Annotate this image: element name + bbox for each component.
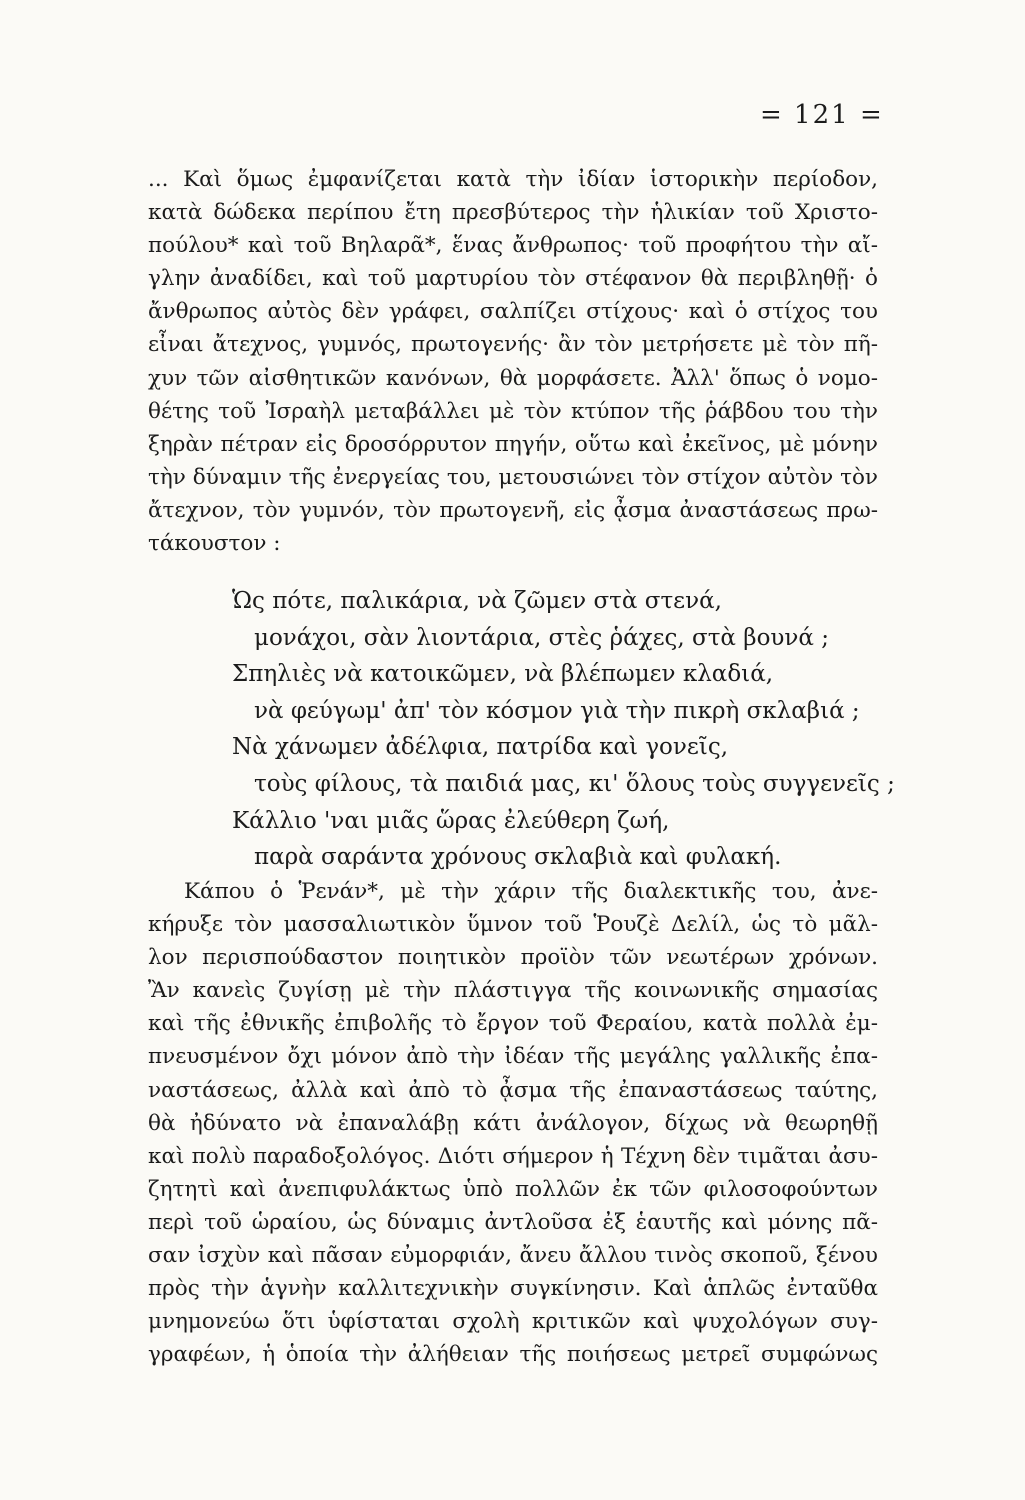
text-line: ζητητὶ καὶ ἀνεπιφυλάκτως ὑπὸ πολλῶν ἐκ τῶν φιλοσοφούντων: [148, 1176, 878, 1202]
poem-verse: νὰ φεύγωμ' ἀπ' τὸν κόσμον γιὰ τὴν πικρὴ σκλαβιά ;: [254, 697, 860, 724]
text-line: περὶ τοῦ ὡραίου, ὡς δύναμις ἀντλοῦσα ἐξ ἑαυτῆς καὶ μόνης πᾶ-: [148, 1209, 878, 1235]
poem-block: [232, 583, 895, 876]
text-line: θὰ ἠδύνατο νὰ ἐπαναλάβῃ κάτι ἀνάλογον, δίχως νὰ θεωρηθῇ: [148, 1110, 878, 1136]
text-line: λον περισπούδαστον ποιητικὸν προϊὸν τῶν νεωτέρων χρόνων.: [148, 945, 878, 971]
text-line: ξηρὰν πέτραν εἰς δροσόρρυτον πηγήν, οὕτω καὶ ἐκεῖνος, μὲ μόνην: [148, 431, 878, 457]
text-line: κήρυξε τὸν μασσαλιωτικὸν ὕμνον τοῦ Ῥουζὲ Δελίλ, ὡς τὸ μᾶλ-: [148, 912, 878, 938]
text-line: σαν ἰσχὺν καὶ πᾶσαν εὐμορφιάν, ἄνευ ἄλλου τινὸς σκοποῦ, ξένου: [148, 1243, 878, 1269]
text-line: πούλου* καὶ τοῦ Βηλαρᾶ*, ἕνας ἄνθρωπος· τοῦ προφήτου τὴν αἴ-: [148, 233, 878, 259]
paragraph-intro: [148, 163, 878, 560]
paragraph-commentary: [148, 875, 878, 1371]
text-line: τὴν δύναμιν τῆς ἐνεργείας του, μετουσιώνει τὸν στίχον αὐτὸν τὸν: [148, 464, 878, 490]
text-line: Ἂν κανεὶς ζυγίσῃ μὲ τὴν πλάστιγγα τῆς κοινωνικῆς σημασίας: [148, 978, 878, 1004]
text-line: ἄνθρωπος αὐτὸς δὲν γράφει, σαλπίζει στίχους· καὶ ὁ στίχος του: [148, 299, 878, 325]
text-line: ἄτεχνον, τὸν γυμνόν, τὸν πρωτογενῆ, εἰς ᾆσμα ἀναστάσεως πρω-: [148, 497, 878, 523]
text-line: γλην ἀναδίδει, καὶ τοῦ μαρτυρίου τὸν στέφανον θὰ περιβληθῇ· ὁ: [148, 266, 878, 292]
text-line: καὶ πολὺ παραδοξολόγος. Διότι σήμερον ἡ Τέχνη δὲν τιμᾶται ἀσυ-: [148, 1143, 878, 1169]
text-line: ναστάσεως, ἀλλὰ καὶ ἀπὸ τὸ ᾆσμα τῆς ἐπαναστάσεως ταύτης,: [148, 1077, 878, 1103]
text-line: καὶ τῆς ἐθνικῆς ἐπιβολῆς τὸ ἔργον τοῦ Φεραίου, κατὰ πολλὰ ἐμ-: [148, 1011, 878, 1037]
text-line: τάκουστον :: [148, 531, 281, 557]
poem-verse: Ὡς πότε, παλικάρια, νὰ ζῶμεν στὰ στενά,: [232, 588, 722, 614]
poem-verse: μονάχοι, σὰν λιοντάρια, στὲς ῥάχες, στὰ βουνά ;: [254, 624, 829, 651]
text-line: εἶναι ἄτεχνος, γυμνός, πρωτογενής· ἂν τὸν μετρήσετε μὲ τὸν πῆ-: [148, 332, 878, 358]
text-line: πρὸς τὴν ἁγνὴν καλλιτεχνικὴν συγκίνησιν. Καὶ ἁπλῶς ἐνταῦθα: [148, 1276, 878, 1302]
text-line: γραφέων, ἡ ὁποία τὴν ἀλήθειαν τῆς ποιήσεως μετρεῖ συμφώνως: [148, 1342, 878, 1368]
text-line: μνημονεύω ὅτι ὑφίσταται σχολὴ κριτικῶν καὶ ψυχολόγων συγ-: [148, 1309, 878, 1335]
text-line: κατὰ δώδεκα περίπου ἔτη πρεσβύτερος τὴν ἡλικίαν τοῦ Χριστο-: [148, 200, 878, 226]
poem-verse: τοὺς φίλους, τὰ παιδιά μας, κι' ὅλους τοὺς συγγενεῖς ;: [254, 770, 895, 797]
poem-verse: Νὰ χάνωμεν ἀδέλφια, πατρίδα καὶ γονεῖς,: [232, 734, 729, 761]
text-line: Κάπου ὁ Ῥενάν*, μὲ τὴν χάριν τῆς διαλεκτικῆς του, ἀνε-: [184, 879, 878, 904]
text-line: ... Καὶ ὅμως ἐμφανίζεται κατὰ τὴν ἰδίαν ἱστορικὴν περίοδον,: [148, 167, 878, 192]
text-line: χυν τῶν αἰσθητικῶν κανόνων, θὰ μορφάσετε. Ἀλλ' ὅπως ὁ νομο-: [148, 365, 878, 391]
poem-verse: Κάλλιο 'ναι μιᾶς ὥρας ἐλεύθερη ζωή,: [232, 807, 670, 834]
poem-verse: παρὰ σαράντα χρόνους σκλαβιὰ καὶ φυλακή.: [254, 844, 782, 871]
text-line: πνευσμένον ὄχι μόνον ἀπὸ τὴν ἰδέαν τῆς μεγάλης γαλλικῆς ἐπα-: [148, 1044, 878, 1070]
poem-verse: Σπηλιὲς νὰ κατοικῶμεν, νὰ βλέπωμεν κλαδιά,: [232, 661, 774, 688]
text-line: θέτης τοῦ Ἰσραὴλ μεταβάλλει μὲ τὸν κτύπον τῆς ῥάβδου του τὴν: [148, 398, 878, 424]
page-number: = 121 =: [760, 100, 884, 130]
